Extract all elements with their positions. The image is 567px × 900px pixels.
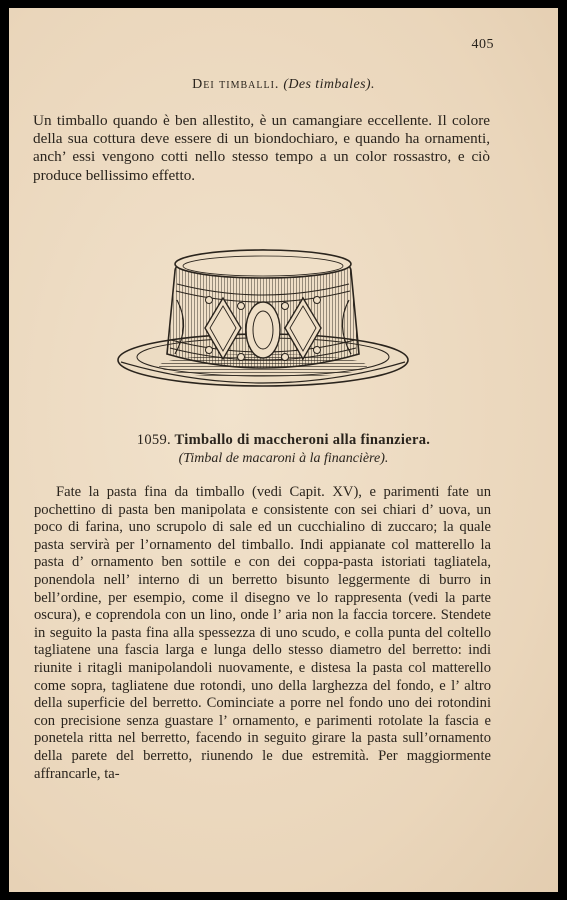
intro-paragraph: Un timballo quando è ben allestito, è un camangiare eccellente. Il colore della sua cottura deve essere di un biondochiaro, e quando ha ornamenti, anch’ essi vengono cotti nello stesso tempo a un color rossastro, e ciò produce bellissimo effetto. bbox=[33, 112, 490, 184]
running-head-title: Dei timballi. bbox=[192, 77, 280, 92]
running-head-french: (Des timbales). bbox=[283, 77, 375, 92]
recipe-body: Fate la pasta fina da timballo (vedi Capit. XV), e parimenti fate un pochettino di pasta ben manipolata e consistente con sei chiari d’ uova, un poco di farina, uno scrupolo di sale ed un cucchialino di zuccaro; la quale pasta servirà per l’ornamento del timballo. Indi appianate col matterello la pasta d’ ornamento ben sottile e con dei coppa-pasta istoriati tagliatela, ponendola nell’ interno di un berretto bisunto leggermente di burro in bell’ordine, per esempio, come il disegno ve lo rappresenta (vedi la parte oscura), e coprendola con un lino, onde l’ aria non la faccia torcere. Stendete in seguito la pasta fina alla spessezza di uno scudo, e colla punta del coltello tagliatene una fascia larga e lunga dello stesso diametro del berretto: indi riunite i ritagli manipolandoli nuovamente, e distesa la pasta col matterello come sopra, tagliatene due rotondi, uno della larghezza del fondo, e l’ altro della superficie del berretto. Cominciate a porre nel fondo uno dei rotondini con precisione senza guastare l’ ornamento, e parimenti rotolate la fascia e ponetela ritta nel berretto, facendo in seguito girare la pasta sull’ornamento della parete del berretto, riunendo le due estremità. Per maggiormente affrancarle, ta- bbox=[34, 484, 491, 782]
recipe-number: 1059. bbox=[136, 432, 171, 448]
page-number: 405 bbox=[471, 37, 494, 52]
recipe-title bbox=[9, 432, 558, 449]
running-head bbox=[9, 77, 558, 93]
book-page bbox=[9, 8, 558, 892]
recipe-subtitle: (Timbal de macaroni à la financière). bbox=[178, 451, 389, 466]
timbale-illustration-icon bbox=[113, 236, 413, 401]
recipe-name: Timballo di maccheroni alla finanziera. bbox=[174, 432, 431, 448]
